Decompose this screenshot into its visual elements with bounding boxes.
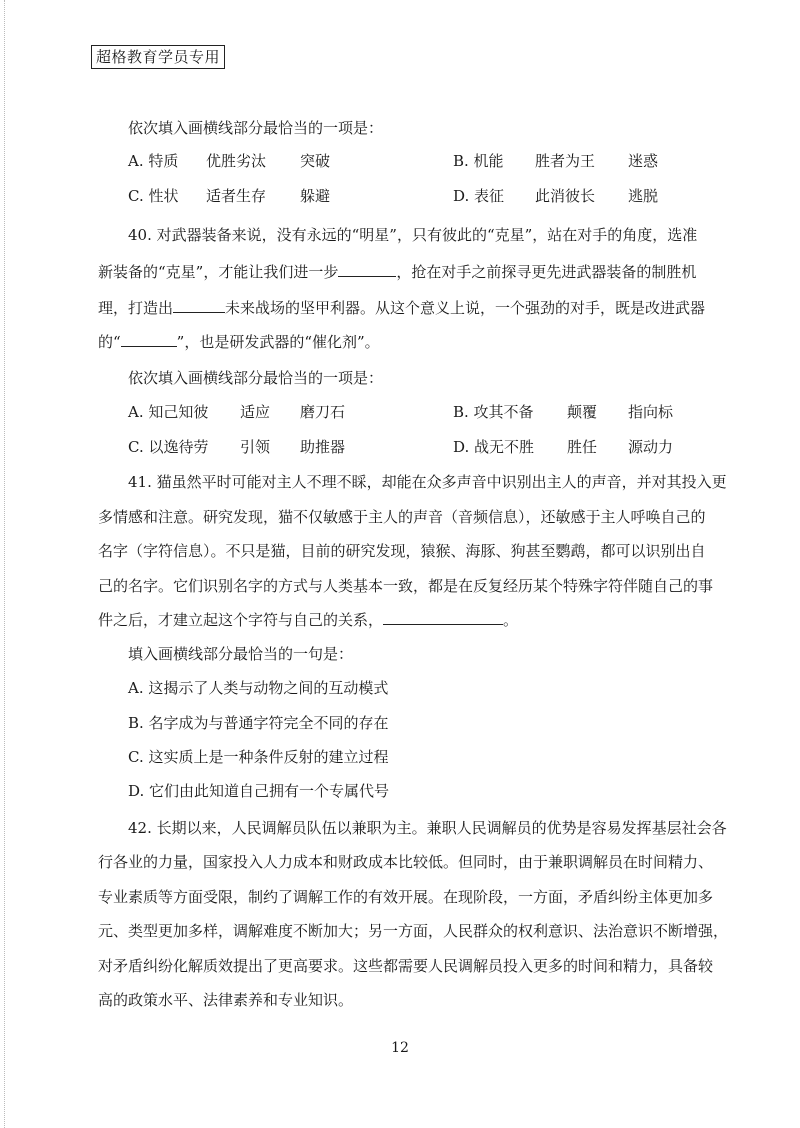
q39-option-a-label: A. 特质 bbox=[128, 152, 179, 170]
q41-option-b: B. 名字成为与普通字符完全不同的存在 bbox=[128, 714, 389, 732]
q42-line-6: 高的政策水平、法律素养和专业知识。 bbox=[98, 991, 354, 1009]
q40-line-4-end: ”，也是研发武器的“催化剂”。 bbox=[176, 333, 380, 351]
q40-option-c-label: C. 以逸待劳 bbox=[128, 438, 209, 456]
q42-line-2: 行各业的力量，国家投入人力成本和财政成本比较低。但同时，由于兼职调解员在时间精力、 bbox=[98, 853, 714, 871]
q39-option-a-word2: 突破 bbox=[300, 152, 331, 170]
q40-option-c-word2: 助推器 bbox=[300, 438, 346, 456]
q40-line-1: 40. 对武器装备来说，没有永远的“明星”，只有彼此的“克星”，站在对手的角度，选准 bbox=[128, 226, 698, 244]
q42-line-3: 专业素质等方面受限，制约了调解工作的有效开展。在现阶段，一方面，矛盾纠纷主体更加多 bbox=[98, 888, 714, 906]
q41-option-c: C. 这实质上是一种条件反射的建立过程 bbox=[128, 748, 389, 766]
answer-blank-1 bbox=[338, 262, 396, 277]
q39-option-b-word2: 迷惑 bbox=[628, 152, 659, 170]
q40-option-d-word2: 源动力 bbox=[628, 438, 674, 456]
q40-prompt: 依次填入画横线部分最恰当的一项是： bbox=[128, 369, 384, 387]
q39-option-c-word2: 躲避 bbox=[300, 187, 331, 205]
q41-option-a: A. 这揭示了人类与动物之间的互动模式 bbox=[128, 679, 389, 697]
q40-line-2-end: ，抢在对手之前探寻更先进武器装备的制胜机 bbox=[396, 263, 697, 281]
q40-line-3-start: 理，打造出 bbox=[98, 299, 174, 317]
q39-option-b-word1: 胜者为王 bbox=[535, 152, 596, 170]
q39-option-a-word1: 优胜劣汰 bbox=[206, 152, 267, 170]
q40-option-d-label: D. 战无不胜 bbox=[453, 438, 535, 456]
q40-line-3-end: 未来战场的坚甲利器。从这个意义上说，一个强劲的对手，既是改进武器 bbox=[225, 299, 706, 317]
q41-line-4: 己的名字。它们识别名字的方式与人类基本一致，都是在反复经历某个特殊字符伴随自己的事 bbox=[98, 577, 714, 595]
q40-line-2-start: 新装备的“克星”，才能让我们进一步 bbox=[98, 263, 339, 281]
q40-option-b-label: B. 攻其不备 bbox=[453, 403, 534, 421]
stamp-label: 超格教育学员专用 bbox=[91, 45, 225, 69]
page-number: 12 bbox=[391, 1040, 409, 1056]
q39-option-c-word1: 适者生存 bbox=[206, 187, 267, 205]
q42-line-1: 42. 长期以来，人民调解员队伍以兼职为主。兼职人民调解员的优势是容易发挥基层社会各 bbox=[128, 819, 727, 837]
q40-option-b-word1: 颠覆 bbox=[567, 403, 598, 421]
q40-line-2 bbox=[98, 262, 696, 282]
q40-option-c-word1: 引领 bbox=[240, 438, 271, 456]
q39-option-b-label: B. 机能 bbox=[453, 152, 504, 170]
q40-line-3 bbox=[98, 298, 705, 318]
q40-line-4 bbox=[98, 332, 380, 352]
q41-prompt: 填入画横线部分最恰当的一句是： bbox=[128, 645, 354, 663]
q40-option-b-word2: 指向标 bbox=[628, 403, 674, 421]
q41-line-5 bbox=[98, 610, 518, 630]
q41-line-2: 多情感和注意。研究发现，猫不仅敏感于主人的声音（音频信息），还敏感于主人呼唤自己的 bbox=[98, 508, 706, 526]
scan-edge bbox=[4, 0, 6, 1128]
q39-option-c-label: C. 性状 bbox=[128, 187, 179, 205]
q39-option-d-word1: 此消彼长 bbox=[535, 187, 596, 205]
q40-line-4-start: 的“ bbox=[98, 333, 121, 351]
q39-option-d-word2: 逃脱 bbox=[628, 187, 659, 205]
q40-option-a-label: A. 知己知彼 bbox=[128, 403, 209, 421]
q42-line-5: 对矛盾纠纷化解质效提出了更高要求。这些都需要人民调解员投入更多的时间和精力，具备较 bbox=[98, 957, 714, 975]
q39-prompt: 依次填入画横线部分最恰当的一项是： bbox=[128, 119, 384, 137]
q40-option-d-word1: 胜任 bbox=[567, 438, 598, 456]
q41-line-5-end: 。 bbox=[503, 611, 519, 629]
q39-option-d-label: D. 表征 bbox=[453, 187, 505, 205]
q40-option-a-word1: 适应 bbox=[240, 403, 271, 421]
answer-blank-2 bbox=[173, 298, 225, 313]
answer-blank-3 bbox=[121, 332, 177, 347]
q40-option-a-word2: 磨刀石 bbox=[300, 403, 346, 421]
q42-line-4: 元、类型更加多样，调解难度不断加大；另一方面，人民群众的权利意识、法治意识不断增强， bbox=[98, 922, 729, 940]
q41-option-d: D. 它们由此知道自己拥有一个专属代号 bbox=[128, 782, 390, 800]
answer-blank-4 bbox=[383, 610, 503, 625]
q41-line-1: 41. 猫虽然平时可能对主人不理不睬，却能在众多声音中识别出主人的声音，并对其投入更 bbox=[128, 473, 727, 491]
q41-line-3: 名字（字符信息）。不只是猫，目前的研究发现，猿猴、海豚、狗甚至鹦鹉，都可以识别出自 bbox=[98, 542, 706, 560]
q41-line-5-start: 件之后，才建立起这个字符与自己的关系， bbox=[98, 611, 384, 629]
